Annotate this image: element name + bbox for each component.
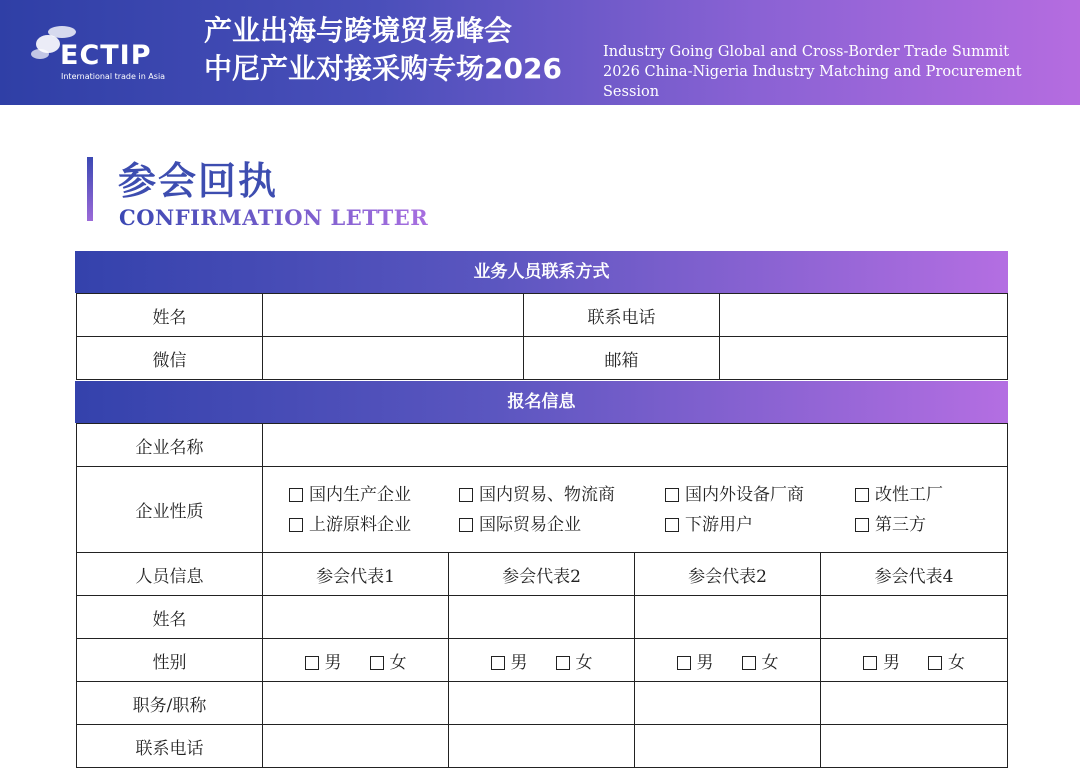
delegate-phone-input[interactable] bbox=[635, 725, 821, 768]
checkbox[interactable] bbox=[491, 656, 505, 670]
gender-male-option[interactable]: 男 bbox=[491, 648, 528, 673]
delegate-name-input[interactable] bbox=[263, 596, 449, 639]
company-type-option[interactable]: 下游用户 bbox=[665, 510, 753, 535]
gender-male-option[interactable]: 男 bbox=[305, 648, 342, 673]
personnel-label: 人员信息 bbox=[77, 553, 263, 596]
ectip-logo bbox=[28, 14, 168, 92]
delegate-position-label: 职务/职称 bbox=[77, 682, 263, 725]
delegate-name-label: 姓名 bbox=[77, 596, 263, 639]
delegate-position-input[interactable] bbox=[263, 682, 449, 725]
checkbox[interactable] bbox=[459, 488, 473, 502]
delegate-name-input[interactable] bbox=[449, 596, 635, 639]
checkbox[interactable] bbox=[556, 656, 570, 670]
event-title-en-line1: Industry Going Global and Cross-Border Trade Summit bbox=[603, 44, 1010, 60]
checkbox[interactable] bbox=[855, 488, 869, 502]
event-title-cn bbox=[204, 12, 562, 88]
company-type-option[interactable]: 第三方 bbox=[855, 510, 926, 535]
contact-name-label: 姓名 bbox=[77, 294, 263, 337]
gender-options bbox=[449, 639, 635, 682]
checkbox[interactable] bbox=[863, 656, 877, 670]
header-banner bbox=[0, 0, 1080, 105]
checkbox[interactable] bbox=[677, 656, 691, 670]
gender-options bbox=[821, 639, 1008, 682]
delegate-header: 参会代表2 bbox=[449, 553, 635, 596]
delegate-phone-input[interactable] bbox=[449, 725, 635, 768]
contact-phone-label: 联系电话 bbox=[524, 294, 720, 337]
gender-female-option[interactable]: 女 bbox=[928, 648, 965, 673]
delegate-header: 参会代表2 bbox=[635, 553, 821, 596]
delegate-phone-input[interactable] bbox=[821, 725, 1008, 768]
checkbox[interactable] bbox=[665, 518, 679, 532]
company-type-option[interactable]: 国内贸易、物流商 bbox=[459, 480, 615, 505]
delegate-header: 参会代表1 bbox=[263, 553, 449, 596]
contact-section-header: 业务人员联系方式 bbox=[75, 251, 1008, 293]
checkbox[interactable] bbox=[289, 488, 303, 502]
checkbox[interactable] bbox=[742, 656, 756, 670]
contact-name-input[interactable] bbox=[263, 294, 524, 337]
gender-female-option[interactable]: 女 bbox=[556, 648, 593, 673]
delegate-position-input[interactable] bbox=[635, 682, 821, 725]
company-name-input[interactable] bbox=[263, 424, 1008, 467]
registration-table bbox=[76, 423, 1008, 768]
company-type-option[interactable]: 改性工厂 bbox=[855, 480, 943, 505]
gender-female-option[interactable]: 女 bbox=[370, 648, 407, 673]
checkbox[interactable] bbox=[459, 518, 473, 532]
contact-email-input[interactable] bbox=[720, 337, 1008, 380]
contact-wechat-input[interactable] bbox=[263, 337, 524, 380]
company-type-option[interactable]: 国内外设备厂商 bbox=[665, 480, 804, 505]
checkbox[interactable] bbox=[928, 656, 942, 670]
gender-male-option[interactable]: 男 bbox=[863, 648, 900, 673]
gender-options bbox=[635, 639, 821, 682]
logo-tagline: International trade in Asia bbox=[61, 72, 166, 81]
delegate-position-input[interactable] bbox=[449, 682, 635, 725]
heading-accent-bar bbox=[87, 157, 93, 221]
company-type-option[interactable]: 上游原料企业 bbox=[289, 510, 411, 535]
checkbox[interactable] bbox=[855, 518, 869, 532]
gender-female-option[interactable]: 女 bbox=[742, 648, 779, 673]
company-type-label: 企业性质 bbox=[77, 467, 263, 553]
registration-section-header: 报名信息 bbox=[75, 381, 1008, 423]
delegate-name-input[interactable] bbox=[635, 596, 821, 639]
contact-table bbox=[76, 293, 1008, 380]
delegate-position-input[interactable] bbox=[821, 682, 1008, 725]
logo-text: ECTIP bbox=[60, 40, 152, 71]
checkbox[interactable] bbox=[665, 488, 679, 502]
company-type-option[interactable]: 国内生产企业 bbox=[289, 480, 411, 505]
event-title-en bbox=[603, 42, 1080, 102]
page-title: 参会回执 bbox=[118, 158, 279, 203]
gender-male-option[interactable]: 男 bbox=[677, 648, 714, 673]
checkbox[interactable] bbox=[370, 656, 384, 670]
event-title-en-line2: 2026 China-Nigeria Industry Matching and Procurement Session bbox=[603, 64, 1022, 100]
contact-email-label: 邮箱 bbox=[524, 337, 720, 380]
company-type-options bbox=[263, 467, 1008, 553]
checkbox[interactable] bbox=[305, 656, 319, 670]
delegate-phone-input[interactable] bbox=[263, 725, 449, 768]
company-type-option[interactable]: 国际贸易企业 bbox=[459, 510, 581, 535]
delegate-phone-label: 联系电话 bbox=[77, 725, 263, 768]
company-name-label: 企业名称 bbox=[77, 424, 263, 467]
event-title-cn-line2: 中尼产业对接采购专场2026 bbox=[204, 52, 562, 85]
gender-options bbox=[263, 639, 449, 682]
page-subtitle: CONFIRMATION LETTER bbox=[119, 205, 429, 230]
delegate-name-input[interactable] bbox=[821, 596, 1008, 639]
delegate-header: 参会代表4 bbox=[821, 553, 1008, 596]
checkbox[interactable] bbox=[289, 518, 303, 532]
contact-phone-input[interactable] bbox=[720, 294, 1008, 337]
contact-wechat-label: 微信 bbox=[77, 337, 263, 380]
event-title-cn-line1: 产业出海与跨境贸易峰会 bbox=[204, 14, 513, 47]
delegate-gender-label: 性别 bbox=[77, 639, 263, 682]
